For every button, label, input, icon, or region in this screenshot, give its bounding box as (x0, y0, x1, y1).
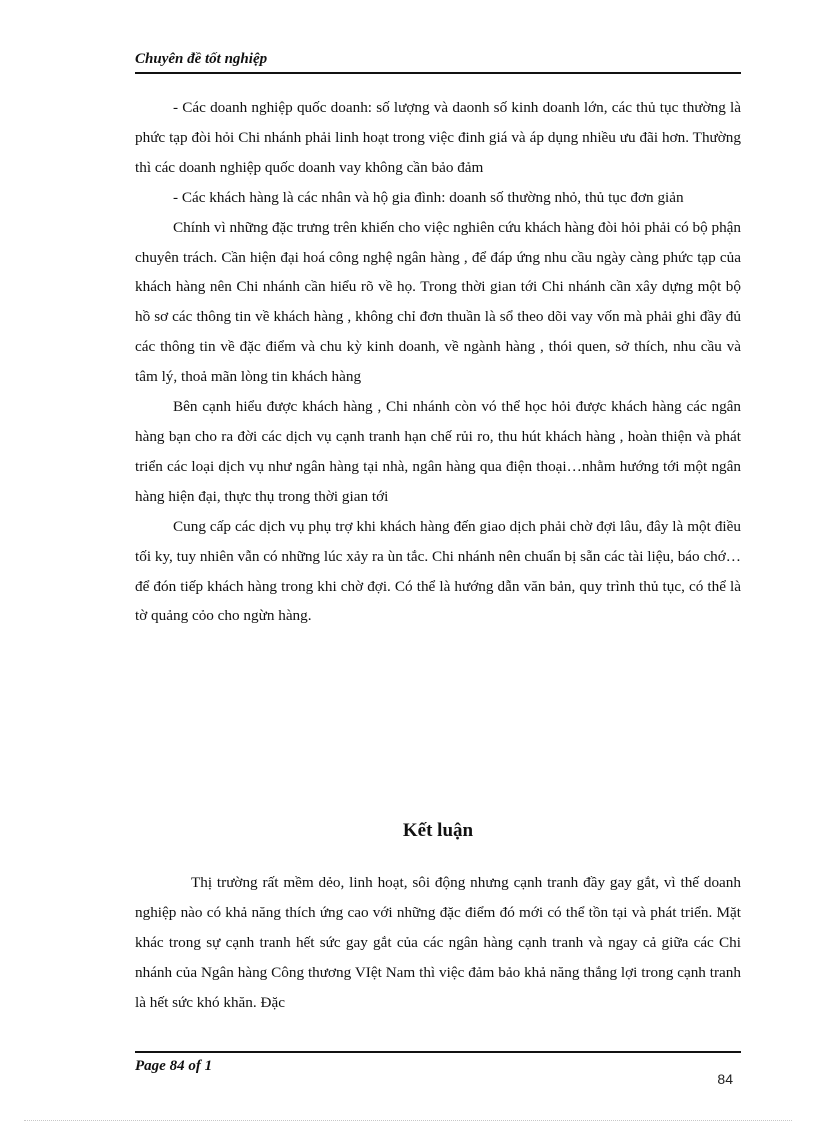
paragraph-support-services: Cung cấp các dịch vụ phụ trợ khi khách hàng đến giao dịch phải chờ đợi lâu, đây là một điều tối ky, tuy nhiên vẫn có những lúc xảy ra ùn tắc. Chi nhánh nên chuẩn bị sẵn các tài liệu, báo chớ…để đón tiếp khách hàng trong khi chờ đợi. Có thể là hướng dẫn văn bản, quy trình thủ tục, có thể là tờ quảng cỏo cho ngừn hàng. (135, 517, 741, 625)
paragraph-individual-customers: - Các khách hàng là các nhân và hộ gia đình: doanh số thường nhỏ, thủ tục đơn giản (173, 188, 684, 206)
paragraph-customer-research: Chính vì những đặc trưng trên khiến cho việc nghiên cứu khách hàng đòi hỏi phải có bộ phận chuyên trách. Cần hiện đại hoá công nghệ ngân hàng , để đáp ứng nhu cầu ngày càng phức tạp của khách hàng nên Chi nhánh cần hiểu rõ về họ. Trong thời gian tới Chi nhánh cần xây dựng một bộ hồ sơ các thông tin về khách hàng , không chỉ đơn thuần là sổ theo dõi vay vốn mà phải ghi đầy đủ các thông tin về đặc điểm và chu kỳ kinh doanh, về ngành hàng , thói quen, sở thích, nhu cầu và tâm lý, thoả mãn lòng tin khách hàng (135, 218, 741, 386)
conclusion-heading: Kết luận (402, 820, 474, 841)
footer-page-label: Page 84 of 1 (135, 1058, 213, 1074)
conclusion-text (135, 868, 741, 1018)
paragraph-learning-from-banks: Bên cạnh hiểu được khách hàng , Chi nhánh còn vó thể học hỏi được khách hàng các ngân hàng bạn cho ra đời các dịch vụ cạnh tranh hạn chế rủi ro, thu hút khách hàng , hoàn thiện và phát triển các loại dịch vụ như ngân hàng tại nhà, ngân hàng qua điện thoại…nhằm hướng tới một ngân hàng hiện đại, thực thụ trong thời gian tới (135, 398, 741, 505)
body-text (135, 93, 741, 631)
page-header (135, 48, 741, 74)
conclusion-paragraph: Thị trường rất mềm dẻo, linh hoạt, sôi động nhưng cạnh tranh đầy gay gắt, vì thế doanh nghiệp nào có khả năng thích ứng cao với những đặc điểm đó mới có thể tồn tại và phát triển. Mặt khác trong sự cạnh tranh hết sức gay gắt của các ngân hàng cạnh tranh và ngay cả giữa các Chi nhánh của Ngân hàng Công thương VIệt Nam thì việc đảm bảo khả năng thắng lợi trong cạnh tranh là hết sức khó khăn. Đặc (135, 874, 741, 1011)
page-footer (135, 1051, 741, 1087)
document-title: Chuyên đề tốt nghiệp (135, 51, 268, 67)
paragraph-state-enterprises: - Các doanh nghiệp quốc doanh: số lượng và daonh số kinh doanh lớn, các thủ tục thường là phức tạp đòi hỏi Chi nhánh phải linh hoạt trong việc đinh giá và áp dụng nhiều ưu đãi hơn. Thường thì các doanh nghiệp quốc doanh vay không cần bảo đảm (135, 99, 741, 176)
page-edge-divider (24, 1120, 792, 1121)
page-number: 84 (717, 1071, 733, 1087)
